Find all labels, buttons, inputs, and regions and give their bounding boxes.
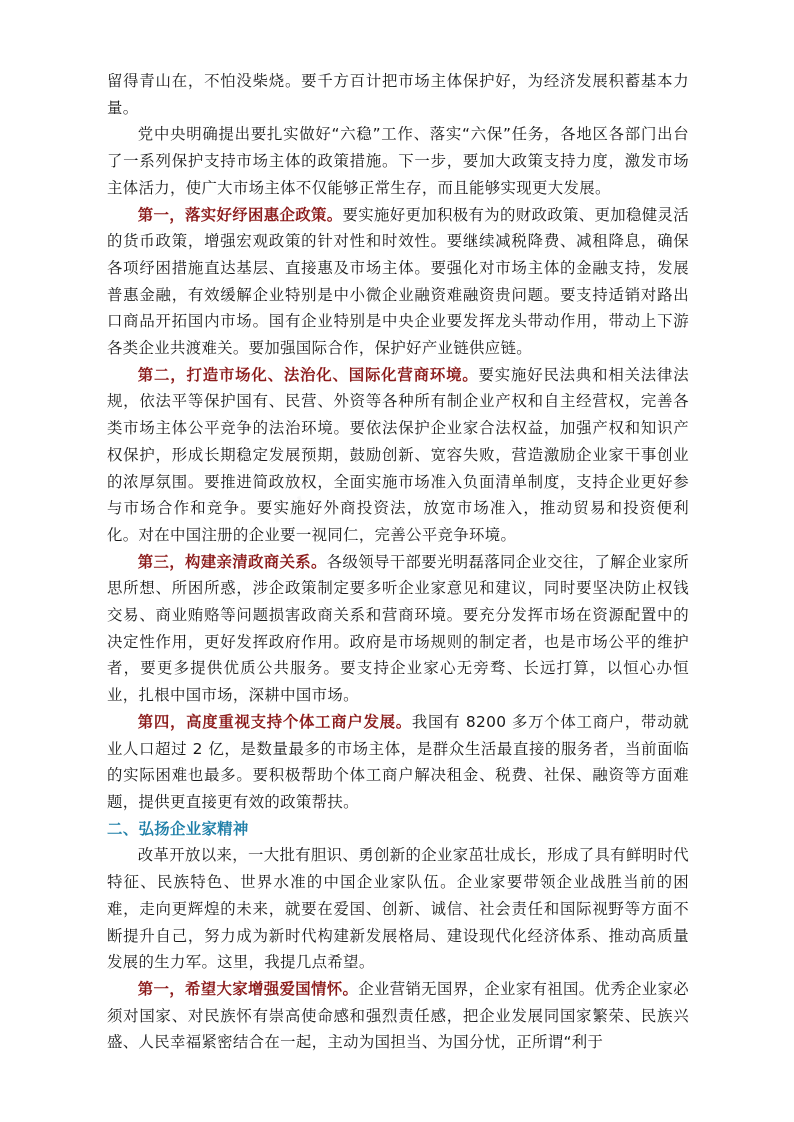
paragraph-text: 要实施好民法典和相关法律法规，依法平等保护国有、民营、外资等各种所有制企业产权和自主经营权，完善各类市场主体公平竞争的法治环境。要依法保护企业家合法权益，加强产权和知识产权保护，形成长期稳定发展预期，鼓励创新、宽容失败，营造激励企业家干事创业的浓厚氛围。要推进简政放权，全面实施市场准入负面清单制度，支持企业更好参与市场合作和竞争。要实施好外商投资法，放宽市场准入，推动贸易和投资便利化。对在中国注册的企业要一视同仁，完善公平竞争环境。 [107,365,689,544]
paragraph [107,549,689,709]
body-paragraphs [107,68,689,816]
paragraph-text: 党中央明确提出要扎实做好“六稳”工作、落实“六保”任务，各地区各部门出台了一系列保护支持市场主体的政策措施。下一步，要加大政策支持力度，激发市场主体活力，使广大市场主体不仅能够正常生存，而且能够实现更大发展。 [107,125,689,197]
paragraph-text: 改革开放以来，一大批有胆识、勇创新的企业家茁壮成长，形成了具有鲜明时代特征、民族特色、世界水准的中国企业家队伍。企业家要带领企业战胜当前的困难，走向更辉煌的未来，就要在爱国、创新、诚信、社会责任和国际视野等方面不断提升自己，努力成为新时代构建新发展格局、建设现代化经济体系、推动高质量发展的生力军。这里，我提几点希望。 [107,846,689,972]
paragraph-lead: 第四，高度重视支持个体工商户发展。 [137,712,412,731]
paragraph-text: 留得青山在，不怕没柴烧。要千方百计把市场主体保护好，为经济发展积蓄基本力量。 [107,72,689,117]
paragraph-text: 企业营销无国界，企业家有祖国。优秀企业家必须对国家、对民族怀有崇高使命感和强烈责任感，把企业发展同国家繁荣、民族兴盛、人民幸福紧密结合在一起，主动为国担当、为国分忧，正所谓“利于 [107,979,689,1052]
watermark: ~ [253,466,325,553]
paragraph [107,976,689,1056]
paragraph-text: 各级领导干部要光明磊落同企业交往，了解企业家所思所想、所困所惑，涉企政策制定要多听企业家意见和建议，同时要坚决防止权钱交易、商业贿赂等问题损害政商关系和营商环境。要充分发挥市场在资源配置中的决定性作用，更好发挥政府作用。政府是市场规则的制定者，也是市场公平的维护者，要更多提供优质公共服务。要支持企业家心无旁骛、长远打算，以恒心办恒业，扎根中国市场，深耕中国市场。 [107,552,689,705]
section-heading: 二、弘扬企业家精神 [107,819,249,838]
paragraph [107,202,689,362]
paragraph [107,842,689,976]
body-paragraphs-2 [107,842,689,1056]
paragraph-lead: 第三，构建亲清政商关系。 [137,552,327,571]
paragraph [107,362,689,549]
paragraph [107,68,689,121]
paragraph-lead: 第二，打造市场化、法治化、国际化营商环境。 [137,365,479,384]
paragraph-text: 要实施好更加积极有为的财政政策、更加稳健灵活的货币政策，增强宏观政策的针对性和时效性。要继续减税降费、减租降息，确保各项纾困措施直达基层、直接惠及市场主体。要强化对市场主体的金融支持，发展普惠金融，有效缓解企业特别是中小微企业融资难融资贵问题。要支持适销对路出口商品开拓国内市场。国有企业特别是中央企业要发挥龙头带动作用，带动上下游各类企业共渡难关。要加强国际合作，保护好产业链供应链。 [107,205,689,358]
paragraph [107,709,689,816]
paragraph [107,121,689,201]
document-page [107,68,689,1056]
paragraph-lead: 第一，落实好纾困惠企政策。 [137,205,343,224]
paragraph-text: 我国有 8200 多万个体工商户，带动就业人口超过 2 亿，是数量最多的市场主体，是群众生活最直接的服务者，当前面临的实际困难也最多。要积极帮助个体工商户解决租金、税费、社保、融资等方面难题，提供更直接更有效的政策帮扶。 [107,712,690,811]
paragraph-lead: 第一，希望大家增强爱国情怀。 [137,979,359,998]
